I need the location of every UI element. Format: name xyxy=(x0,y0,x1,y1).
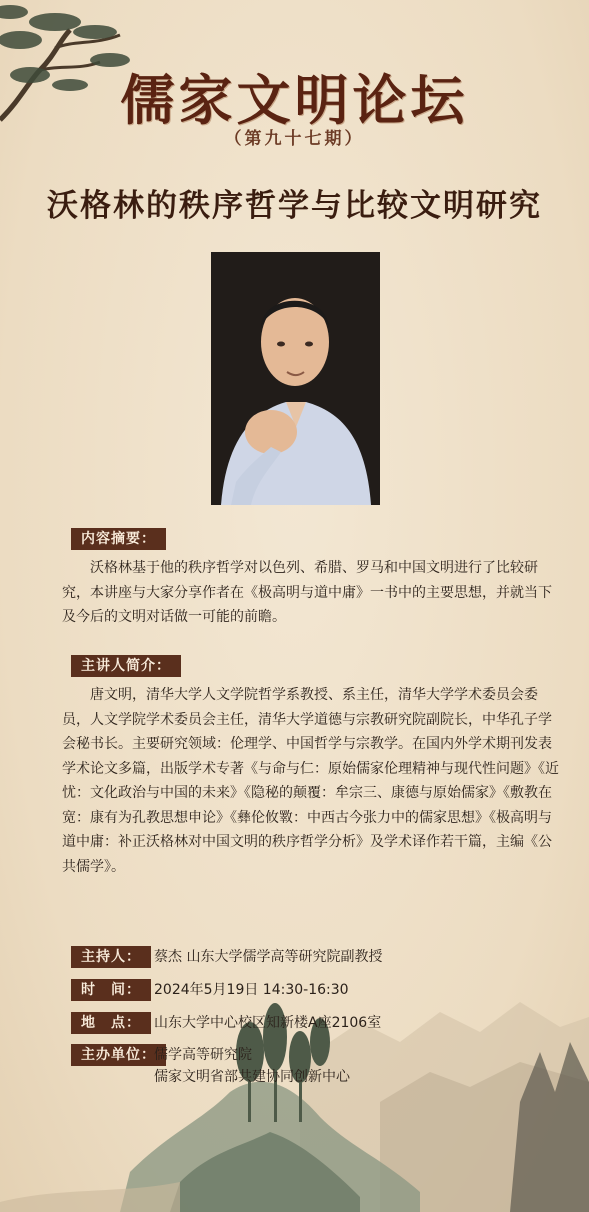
speaker-label: 主讲人简介： xyxy=(71,655,181,677)
organizer-line1: 儒学高等研究院 xyxy=(154,1047,252,1063)
place-value: 山东大学中心校区知新楼A座2106室 xyxy=(154,1015,382,1031)
abstract-text: 沃格林基于他的秩序哲学对以色列、希腊、罗马和中国文明进行了比较研究，本讲座与大家分享作者在《极高明与道中庸》一书中的主要思想，并就当下及今后的文明对话做一可能的前瞻。 xyxy=(62,560,552,625)
host-value: 蔡杰 山东大学儒学高等研究院副教授 xyxy=(154,949,383,965)
abstract-label: 内容摘要： xyxy=(71,528,166,550)
lecture-title: 沃格林的秩序哲学与比较文明研究 xyxy=(47,188,542,224)
speaker-text: 唐文明，清华大学人文学院哲学系教授、系主任，清华大学学术委员会委员，人文学院学术委员会主任，清华大学道德与宗教研究院副院长，中华孔子学会秘书长。主要研究领域：伦理学、中国哲学与宗教学。在国内外学术期刊发表学术论文多篇，出版学术专著《与命与仁：原始儒家伦理精神与现代性问题》《近忧：文化政治与中国的未来》《隐秘的颠覆：牟宗三、康德与原始儒家》《敷教在宽：康有为孔教思想申论》《彝伦攸斁：中西古今张力中的儒家思想》《极高明与道中庸：补正沃格林对中国文明的秩序哲学分析》及学术译作若干篇，主编《公共儒学》。 xyxy=(62,687,559,875)
time-value: 2024年5月19日 14:30-16:30 xyxy=(154,982,349,998)
issue-number: （第九十七期） xyxy=(224,129,365,149)
organizer-label: 主办单位： xyxy=(71,1044,166,1066)
host-label: 主持人： xyxy=(71,946,151,968)
time-label: 时 间： xyxy=(71,979,151,1001)
speaker-photo xyxy=(211,252,380,505)
forum-title: 儒家文明论坛 xyxy=(120,68,469,132)
organizer-line2: 儒家文明省部共建协同创新中心 xyxy=(154,1069,350,1085)
place-label: 地 点： xyxy=(71,1012,151,1034)
